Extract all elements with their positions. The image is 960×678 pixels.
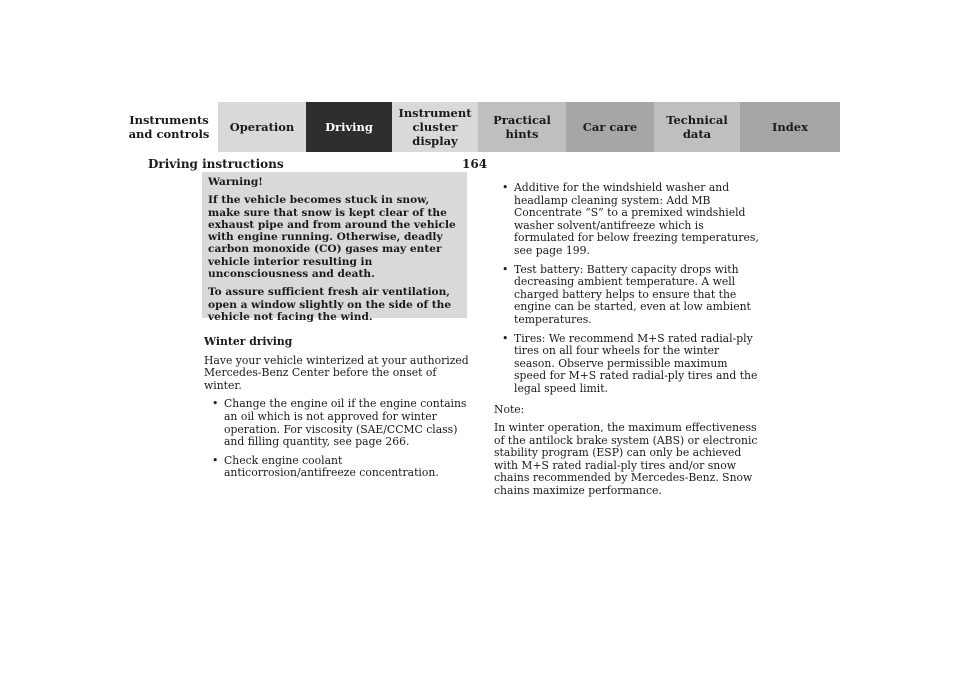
tab-car-care[interactable]: Car care [566,102,654,152]
tab-technical-data[interactable]: Technical data [654,102,740,152]
intro-paragraph: Have your vehicle winterized at your authorized Mercedes-Benz Center before the onset of winter. [204,353,469,392]
tab-instrument-cluster-display[interactable]: Instrument cluster display [392,102,478,152]
tab-driving[interactable]: Driving [306,102,392,152]
section-title: Driving instructions [148,157,284,171]
page-number: 164 [462,157,488,171]
bullet-icon: • [502,262,509,276]
bullet-icon: • [502,181,509,194]
tab-operation[interactable]: Operation [218,102,306,152]
note-label: Note: [494,402,525,416]
bullet-icon: • [212,453,219,467]
list-item-text: Change the engine oil if the engine contains an oil which is not approved for winter operation. For viscosity (SAE/CCMC class) and filling quantity, see page 266. [224,397,467,449]
list-item [494,264,762,327]
list-item-text: Tires: We recommend M+S rated radial-ply tires on all four wheels for the winter season. Observe permissible maximum speed for M+S rated radial-ply tires and the legal speed limit. [514,331,758,395]
left-column [204,336,472,486]
bullet-icon: • [212,397,219,411]
warning-paragraph: If the vehicle becomes stuck in snow, make sure that snow is kept clear of the exhaust pipe and from around the vehicle with engine running. Otherwise, deadly carbon monoxide (CO) gases may enter vehicle interior resulting in unconsciousness and death. [208,194,456,281]
section-heading: Winter driving [204,335,293,348]
list-item-text: Test battery: Battery capacity drops with decreasing ambient temperature. A well charged battery helps to ensure that the engine can be started, even at low ambient temperatures. [514,262,751,326]
warning-title: Warning! [208,176,263,188]
right-column [494,182,762,504]
tab-practical-hints[interactable]: Practical hints [478,102,566,152]
warning-paragraph: To assure sufficient fresh air ventilation, open a window slightly on the side of the vehicle not facing the wind. [208,286,452,323]
note-paragraph: In winter operation, the maximum effectiveness of the antilock brake system (ABS) or electronic stability program (ESP) can only be achieved with M+S rated radial-ply tires and/or snow chains recommended by Mercedes-Benz. Snow chains maximize performance. [494,421,758,498]
bullet-icon: • [502,331,509,345]
tab-index[interactable]: Index [740,102,840,152]
list-item [494,182,762,258]
list-item-text: Check engine coolant anticorrosion/antifreeze concentration. [224,453,439,480]
list-item [204,455,472,480]
warning-box [202,172,467,323]
tab-instruments-and-controls[interactable]: Instruments and controls [120,102,218,152]
list-item [204,398,472,448]
list-item-text: Additive for the windshield washer and headlamp cleaning system: Add MB Concentrate “S” to a premixed windshield washer solvent/antifreeze which is formulated for below freezing temperatures, see page 199. [514,181,759,257]
list-item [494,333,762,396]
chapter-tab-bar [120,102,840,152]
